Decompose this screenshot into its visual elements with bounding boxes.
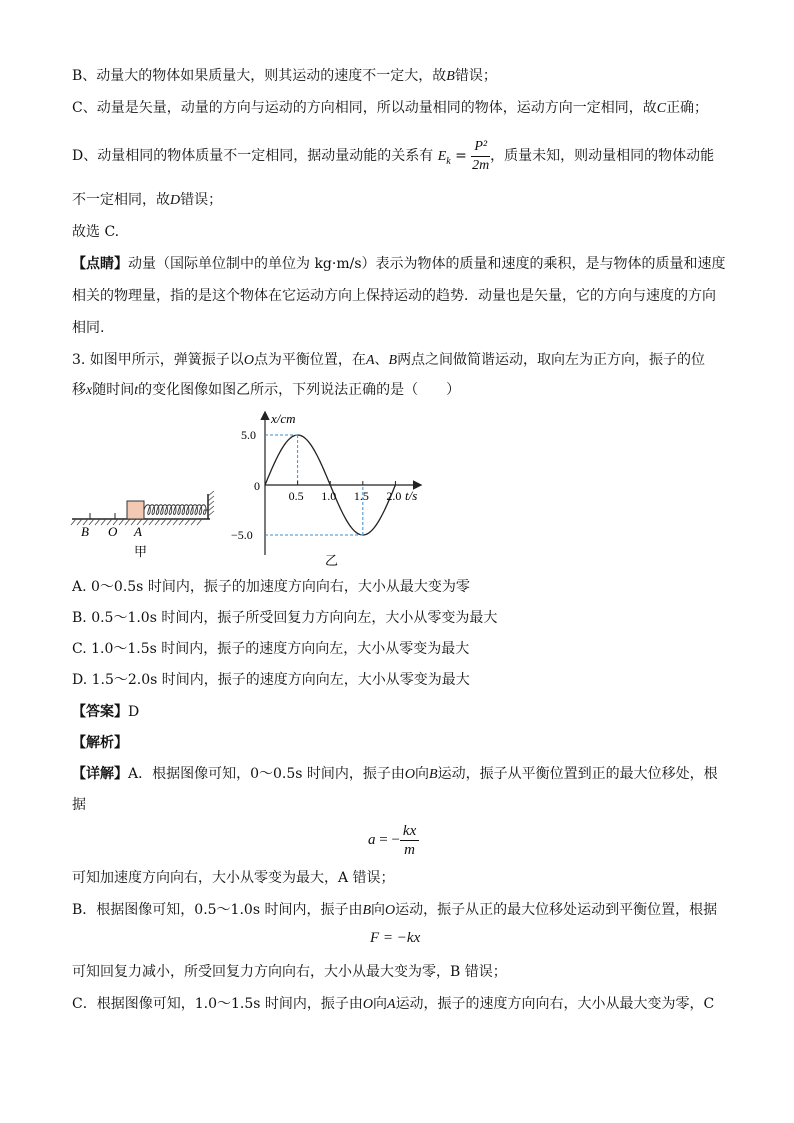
hatch-line	[119, 519, 124, 525]
detail-line-4	[72, 900, 717, 921]
hatch-line	[155, 519, 160, 525]
y-axis-label: x/cm	[271, 411, 296, 426]
origin-label: 0	[254, 479, 260, 493]
energy-symbol: E	[437, 149, 447, 164]
hatch-line	[95, 519, 100, 525]
y-tick-label: −5.0	[231, 528, 253, 542]
letter: C	[656, 101, 667, 116]
option-b: B. 0.5～1.0s 时间内，振子所受回复力方向向左，大小从零变为最大	[72, 610, 498, 626]
caption-yi: 乙	[325, 553, 339, 568]
label-b: B	[81, 524, 89, 539]
text: 错误；	[454, 68, 497, 84]
answer-line	[72, 702, 139, 722]
text: 运动，振子从平衡位置到正的最大位移处，根	[437, 766, 718, 782]
option-c: C. 1.0～1.5s 时间内，振子的速度方向向左，大小从零变为最大	[72, 641, 470, 657]
text: 向	[415, 766, 430, 782]
option-d: D. 1.5～2.0s 时间内，振子的速度方向向左，大小从零变为最大	[72, 672, 470, 688]
x-tick-label: 1.5	[353, 489, 369, 503]
denominator: m	[404, 842, 415, 858]
letter: A	[365, 353, 375, 368]
text: 动量（国际单位制中的单位为 kg·m/s）表示为物体的质量和速度的乘积，是与物体的质量和速度	[128, 256, 726, 272]
kinetic-energy-fraction	[471, 138, 490, 175]
letter: O	[243, 353, 254, 368]
formula-var: a	[368, 831, 376, 848]
text: D、动量相同的物体质量不一定相同，据动量动能的关系有	[72, 148, 434, 164]
equals: =	[450, 148, 472, 164]
numerator: P²	[471, 138, 490, 157]
letter: x	[86, 383, 93, 398]
figure-jia	[70, 488, 220, 568]
option-d-explanation	[72, 136, 714, 182]
choose-line: 故选 C.	[72, 224, 120, 240]
hatch-line	[208, 496, 214, 501]
letter: B	[388, 353, 398, 368]
letter: D	[170, 193, 181, 208]
caption-jia: 甲	[134, 544, 148, 559]
letter: B	[429, 767, 438, 782]
text: ，质量未知，则动量相同的物体动能	[490, 148, 715, 164]
hatch-line	[208, 511, 214, 516]
detail-line-3: 可知加速度方向向右，大小从零变为最大，A 错误；	[72, 870, 395, 886]
oscillator-block	[127, 501, 144, 519]
hatch-line	[89, 519, 94, 525]
hatch-line	[71, 519, 76, 525]
text: B、动量大的物体如果质量大，则其运动的速度不一定大，故	[72, 68, 447, 84]
text: B．根据图像可知，0.5～1.0s 时间内，振子由	[72, 902, 363, 918]
dianjing-tag: 【点睛】	[72, 256, 128, 272]
hatch-line	[197, 519, 202, 525]
text: 移	[72, 382, 86, 398]
text: 两点之间做简谐运动，取向左为正方向，振子的位	[397, 352, 706, 368]
letter: A	[387, 997, 396, 1012]
denominator: 2m	[472, 157, 490, 173]
label-o: O	[108, 524, 118, 539]
hatch-line	[208, 491, 214, 496]
dianjing-line-1	[72, 254, 726, 274]
detail-line-6	[72, 994, 714, 1015]
text: A．根据图像可知，0～0.5s 时间内，振子由	[128, 766, 405, 782]
option-b-explanation	[72, 66, 497, 87]
text: C、动量是矢量，动量的方向与运动的方向相同，所以动量相同的物体，运动方向一定相同，故	[72, 100, 657, 116]
dianjing-line-3: 相同.	[72, 320, 105, 336]
hatch-line	[101, 519, 106, 525]
detail-line-5: 可知回复力减小，所受回复力方向向右，大小从最大变为零，B 错误；	[72, 964, 507, 980]
question-line-2	[72, 380, 460, 401]
analysis-tag	[72, 733, 128, 753]
label-a: A	[134, 524, 142, 539]
hatch-line	[173, 519, 178, 525]
x-axis-label: t/s	[405, 488, 418, 503]
text: 不一定相同，故	[72, 192, 170, 208]
formula-fraction	[400, 822, 419, 859]
hatch-line	[185, 519, 190, 525]
hatch-line	[167, 519, 172, 525]
formula-restoring-force: F = −kx	[370, 930, 421, 946]
figure-yi-chart	[225, 405, 440, 570]
answer-tag: 【答案】	[72, 704, 128, 720]
option-d-continued	[72, 190, 222, 211]
text: 随时间	[92, 382, 135, 398]
hatch-line	[143, 519, 148, 525]
energy-subscript: k	[446, 155, 451, 167]
text: 向	[371, 902, 386, 918]
letter: O	[362, 997, 373, 1012]
y-tick-label: 5.0	[241, 428, 256, 442]
dianjing-line-2: 相关的物理量，指的是这个物体在它运动方向上保持运动的趋势．动量也是矢量，它的方向与速度的方向	[72, 288, 716, 304]
hatch-line	[208, 501, 214, 506]
wall-hatching	[208, 491, 214, 516]
detail-line-2: 据	[72, 797, 86, 813]
text: 3. 如图甲所示，弹簧振子以	[72, 352, 244, 368]
hatch-line	[149, 519, 154, 525]
hatch-line	[191, 519, 196, 525]
letter: O	[404, 767, 416, 782]
hatch-line	[208, 506, 214, 511]
hatch-line	[125, 519, 130, 525]
formula-acceleration	[368, 822, 419, 859]
text: C．根据图像可知，1.0～1.5s 时间内，振子由	[72, 996, 363, 1012]
numerator: kx	[400, 822, 419, 841]
text: 向	[373, 996, 387, 1012]
text: 的变化图像如图乙所示，下列说法正确的是（ ）	[138, 382, 461, 398]
detail-tag: 【详解】	[72, 766, 128, 782]
analysis-label: 【解析】	[72, 735, 128, 751]
detail-line-1	[72, 764, 718, 785]
option-c-explanation	[72, 98, 708, 119]
x-tick-label: 1.0	[321, 489, 337, 503]
question-line-1	[72, 350, 705, 371]
text: 运动，振子的速度方向向右，大小从最大变为零，C	[395, 996, 715, 1012]
spring	[144, 505, 208, 515]
hatch-line	[161, 519, 166, 525]
text: 运动，振子从正的最大位移处运动到平衡位置，根据	[395, 902, 718, 918]
formula-eq: = −	[375, 831, 400, 848]
text: 错误；	[180, 192, 223, 208]
letter: B	[446, 69, 455, 84]
text: 正确；	[666, 100, 709, 116]
x-tick-label: 2.0	[386, 489, 402, 503]
hatch-line	[179, 519, 184, 525]
text: 点为平衡位置，在	[253, 352, 366, 368]
letter: t	[134, 383, 139, 398]
answer-value: D	[128, 704, 140, 720]
letter: B	[362, 903, 372, 918]
option-a: A. 0～0.5s 时间内，振子的加速度方向向右，大小从最大变为零	[72, 579, 470, 595]
text: 、	[374, 352, 389, 368]
x-tick-label: 0.5	[288, 489, 304, 503]
letter: O	[385, 903, 396, 918]
